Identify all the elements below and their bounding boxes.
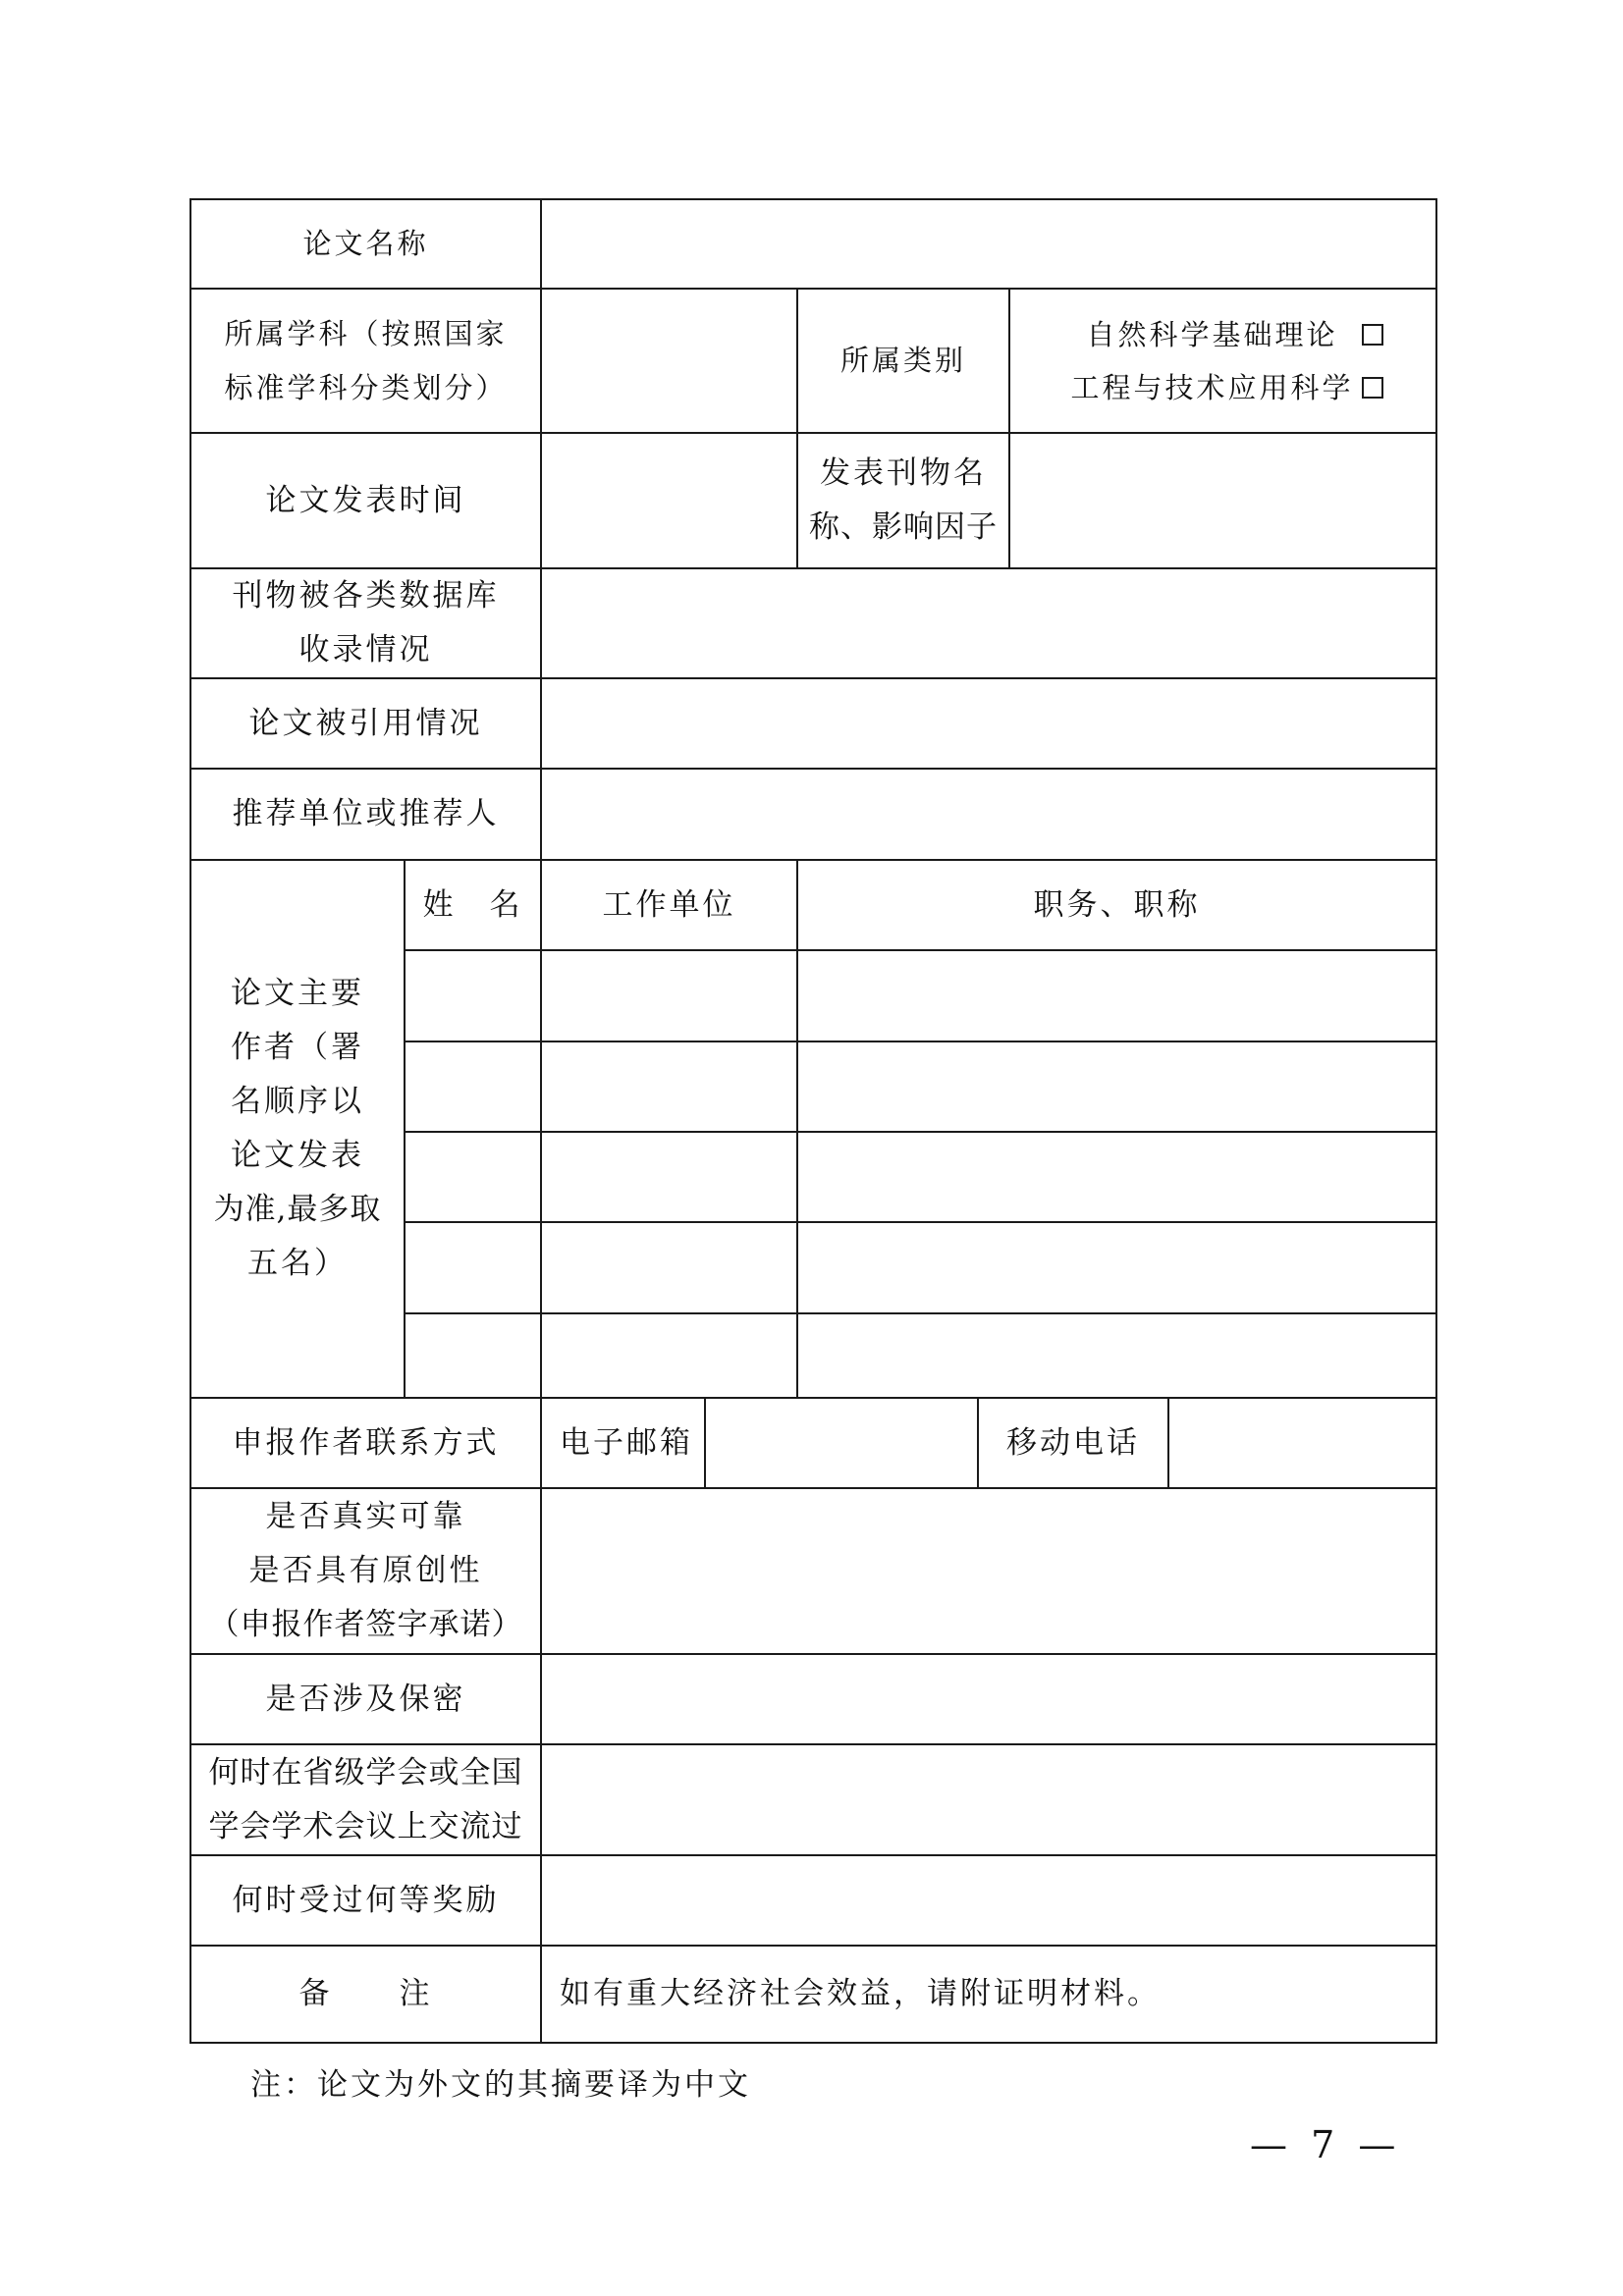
author-row-4[interactable] [406,1223,1435,1312]
email-label: 电子邮箱 [560,1424,693,1461]
secret-label: 是否涉及保密 [265,1681,466,1717]
phone-field[interactable] [1169,1399,1435,1487]
pub-time-field[interactable] [542,434,796,567]
subject-field[interactable] [542,290,796,432]
author-row-1[interactable] [406,951,1435,1041]
authenticity-field[interactable] [542,1489,1435,1653]
award-field[interactable] [542,1856,1435,1945]
checkbox-engineering[interactable] [1362,377,1383,399]
exchange-field[interactable] [542,1745,1435,1854]
contact-label: 申报作者联系方式 [232,1424,500,1461]
pub-time-label: 论文发表时间 [265,482,466,518]
subject-label: 所属学科（按照国家 标准学科分类划分） [224,316,508,404]
journal-label: 发表刊物名 称、影响因子 [809,455,998,545]
journal-field[interactable] [1010,434,1435,567]
secret-field[interactable] [542,1655,1435,1743]
recommender-field[interactable] [542,770,1435,859]
paper-name-field[interactable] [542,200,1435,288]
category-options [1010,290,1435,432]
recommender-label: 推荐单位或推荐人 [232,796,500,831]
authors-header-title: 职务、职称 [1033,886,1201,923]
exchange-label: 何时在省级学会或全国 学会学术会议上交流过 [208,1754,523,1844]
paper-application-form [189,198,1437,2044]
author-row-2[interactable] [406,1042,1435,1131]
database-label: 刊物被各类数据库 收录情况 [232,578,500,667]
author-row-5[interactable] [406,1314,1435,1397]
page-number: — 7 — [1250,2123,1402,2166]
paper-name-label: 论文名称 [302,227,429,260]
footnote: 注：论文为外文的其摘要译为中文 [250,2067,751,2103]
award-label: 何时受过何等奖励 [232,1882,500,1918]
authors-header-name: 姓 名 [422,886,523,923]
remarks-label: 备 注 [298,1976,433,2011]
authors-label: 论文主要 作者（署 名顺序以 论文发表 为准,最多取 五名） [213,976,382,1281]
category-option-engineering[interactable]: 工程与技术应用科学 [1062,364,1383,411]
phone-label: 移动电话 [1006,1424,1140,1461]
citation-label: 论文被引用情况 [248,705,483,741]
authors-header-unit: 工作单位 [602,886,736,923]
database-field[interactable] [542,569,1435,677]
author-row-3[interactable] [406,1133,1435,1221]
citation-field[interactable] [542,679,1435,768]
category-label: 所属类别 [839,344,966,377]
remarks-field[interactable]: 如有重大经济社会效益，请附证明材料。 [560,1976,1161,2011]
authenticity-label: 是否真实可靠 是否具有原创性 （申报作者签字承诺） [208,1499,523,1642]
checkbox-natural-science[interactable] [1362,324,1383,346]
email-field[interactable] [706,1399,977,1487]
category-option-natural-science[interactable]: 自然科学基础理论 [1062,311,1383,358]
